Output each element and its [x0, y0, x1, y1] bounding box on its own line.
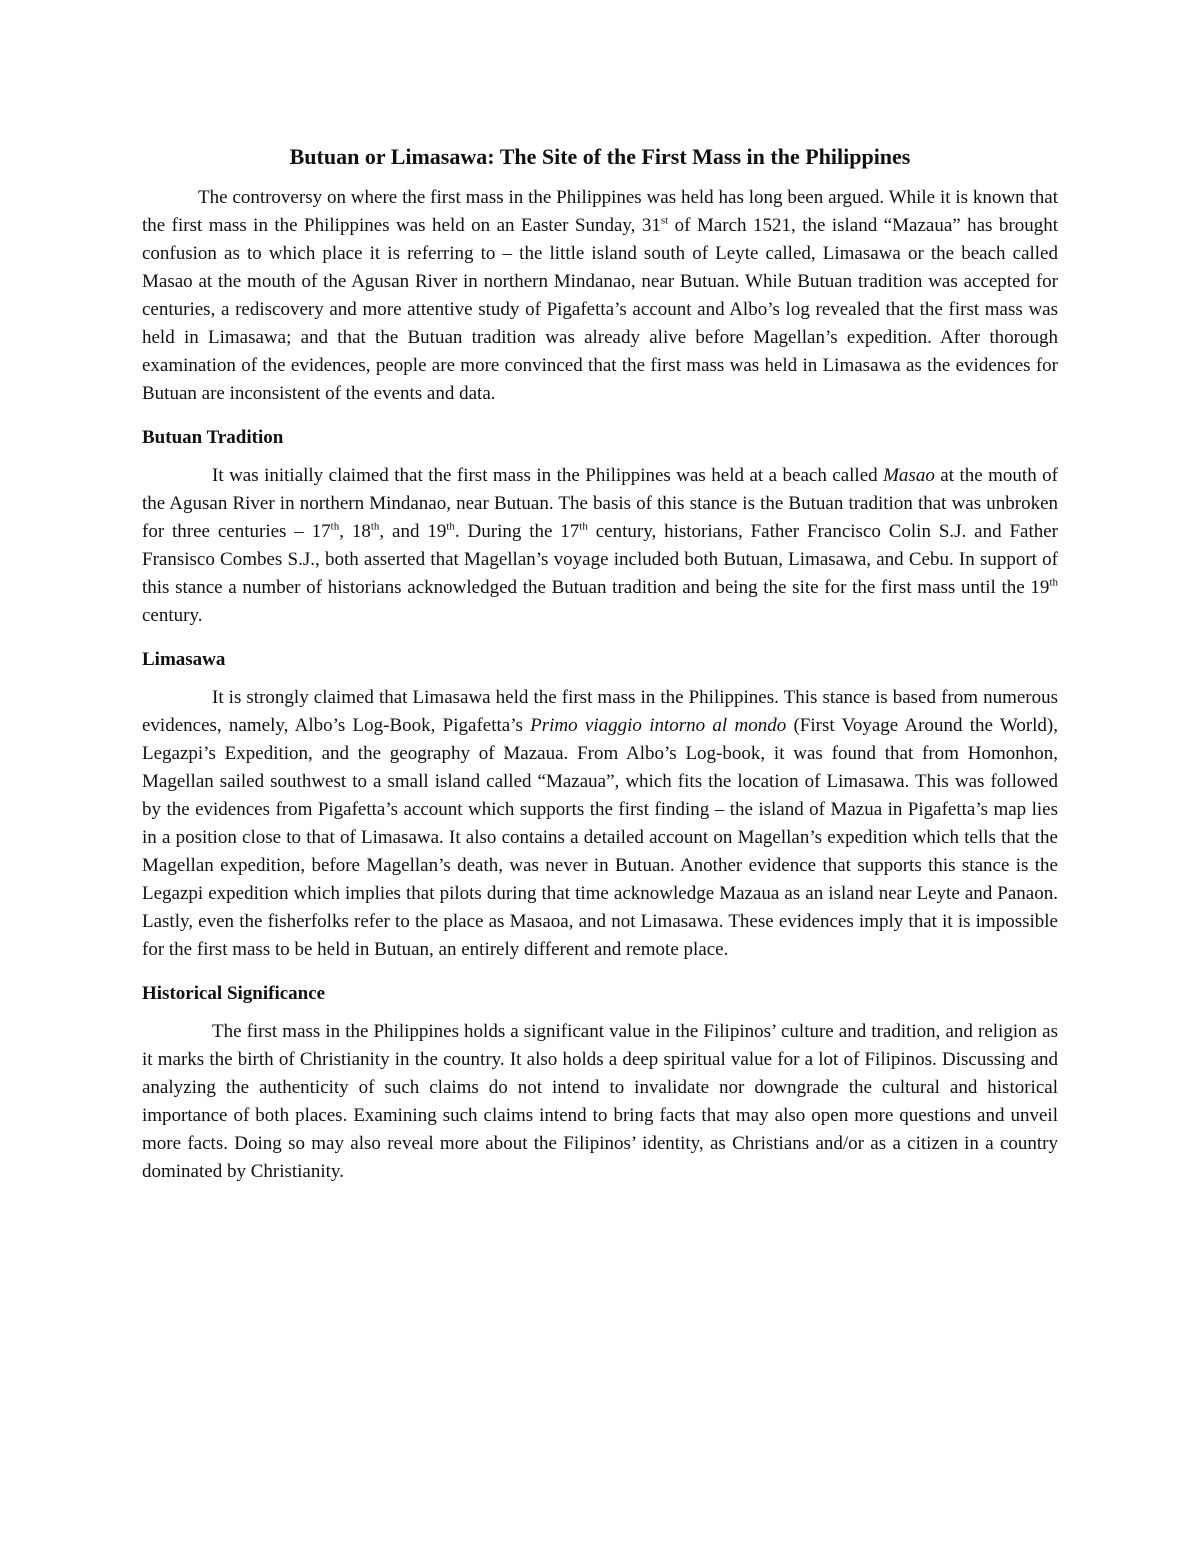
heading-butuan-tradition: Butuan Tradition — [142, 427, 284, 448]
butuan-sup-4: th — [579, 520, 588, 533]
significance-paragraph: The first mass in the Philippines holds a significant value in the Filipinos’ culture and tradition, and religion as it marks the birth of Christianity in the country. It also holds a deep spiritual value for a lot of Filipinos. Discussing and analyzing the authenticity of such claims do not intend to invalidate nor downgrade the cultural and historical importance of both places. Examining such claims intend to bring facts that may also open more questions and unveil more facts. Doing so may also reveal more about the Filipinos’ identity, as Christians and/or as a citizen in a country dominated by Christianity. — [142, 1021, 1058, 1182]
butuan-sup-5: th — [1049, 576, 1058, 589]
butuan-text-6: century, historians, Father Francisco Colin S.J. and Father Fransisco Combes S.J., both asserted that Magellan’s voyage included both Butuan, Limasawa, and Cebu. In support of this stance a number of historians acknowledged the Butuan tradition and being the site for the first mass until the 19 — [142, 521, 1058, 598]
butuan-sup-3: th — [446, 520, 455, 533]
butuan-sup-2: th — [370, 520, 380, 533]
butuan-paragraph — [142, 462, 1058, 630]
intro-text-1: The controversy on where the first mass in the Philippines was held has long been argued. While it is known that the first mass in the Philippines was held on an Easter Sunday, 31 — [142, 187, 1058, 236]
butuan-text-7: century. — [142, 605, 203, 626]
limasawa-text-1: It is strongly claimed that Limasawa held the first mass in the Philippines. This stance is based from numerous evidences, namely, Albo’s Log-Book, Pigafetta’s — [142, 687, 1058, 736]
intro-text-2: of March 1521, the island “Mazaua” has brought confusion as to which place it is referring to – the little island south of Leyte called, Limasawa or the beach called Masao at the mouth of the Agusan River in northern Mindanao, near Butuan. While Butuan tradition was accepted for centuries, a rediscovery and more attentive study of Pigafetta’s account and Albo’s log revealed that the first mass was held in Limasawa; and that the Butuan tradition was already alive before Magellan’s expedition. After thorough examination of the evidences, people are more convinced that the first mass was held in Limasawa as the evidences for Butuan are inconsistent of the events and data. — [142, 215, 1059, 404]
butuan-text-3: , 18 — [339, 521, 371, 542]
limasawa-text-2: (First Voyage Around the World), Legazpi’s Expedition, and the geography of Mazaua. From Albo’s Log-book, it was found that from Homonhon, Magellan sailed southwest to a small island called “Mazaua”, which fits the location of Limasawa. This was followed by the evidences from Pigafetta’s account which supports the first finding – the island of Mazua in Pigafetta’s map lies in a position close to that of Limasawa. It also contains a detailed account on Magellan’s expedition which tells that the Magellan expedition, before Magellan’s death, was never in Butuan. Another evidence that supports this stance is the Legazpi expedition which implies that pilots during that time acknowledge Mazaua as an island near Leyte and Panaon. Lastly, even the fisherfolks refer to the place as Masaoa, and not Limasawa. These evidences imply that it is impossible for the first mass to be held in Butuan, an entirely different and remote place. — [142, 715, 1059, 960]
intro-paragraph — [142, 184, 1058, 408]
heading-limasawa: Limasawa — [142, 649, 226, 670]
document-page — [142, 140, 1058, 1186]
butuan-text-5: . During the 17 — [454, 521, 580, 542]
butuan-text-4: , and 19 — [379, 521, 447, 542]
limasawa-book-title: Primo viaggio intorno al mondo — [530, 715, 787, 736]
butuan-masao: Masao — [883, 465, 935, 486]
limasawa-paragraph — [142, 684, 1058, 964]
butuan-sup-1: th — [330, 520, 340, 533]
document-title: Butuan or Limasawa: The Site of the First Mass in the Philippines — [289, 144, 911, 169]
butuan-text-1: It was initially claimed that the first mass in the Philippines was held at a beach called — [212, 465, 884, 486]
intro-sup-1: st — [660, 214, 669, 227]
heading-historical-significance: Historical Significance — [142, 983, 326, 1004]
butuan-text-2: at the mouth of the Agusan River in northern Mindanao, near Butuan. The basis of this stance is the Butuan tradition that was unbroken for three centuries – 17 — [142, 465, 1058, 542]
